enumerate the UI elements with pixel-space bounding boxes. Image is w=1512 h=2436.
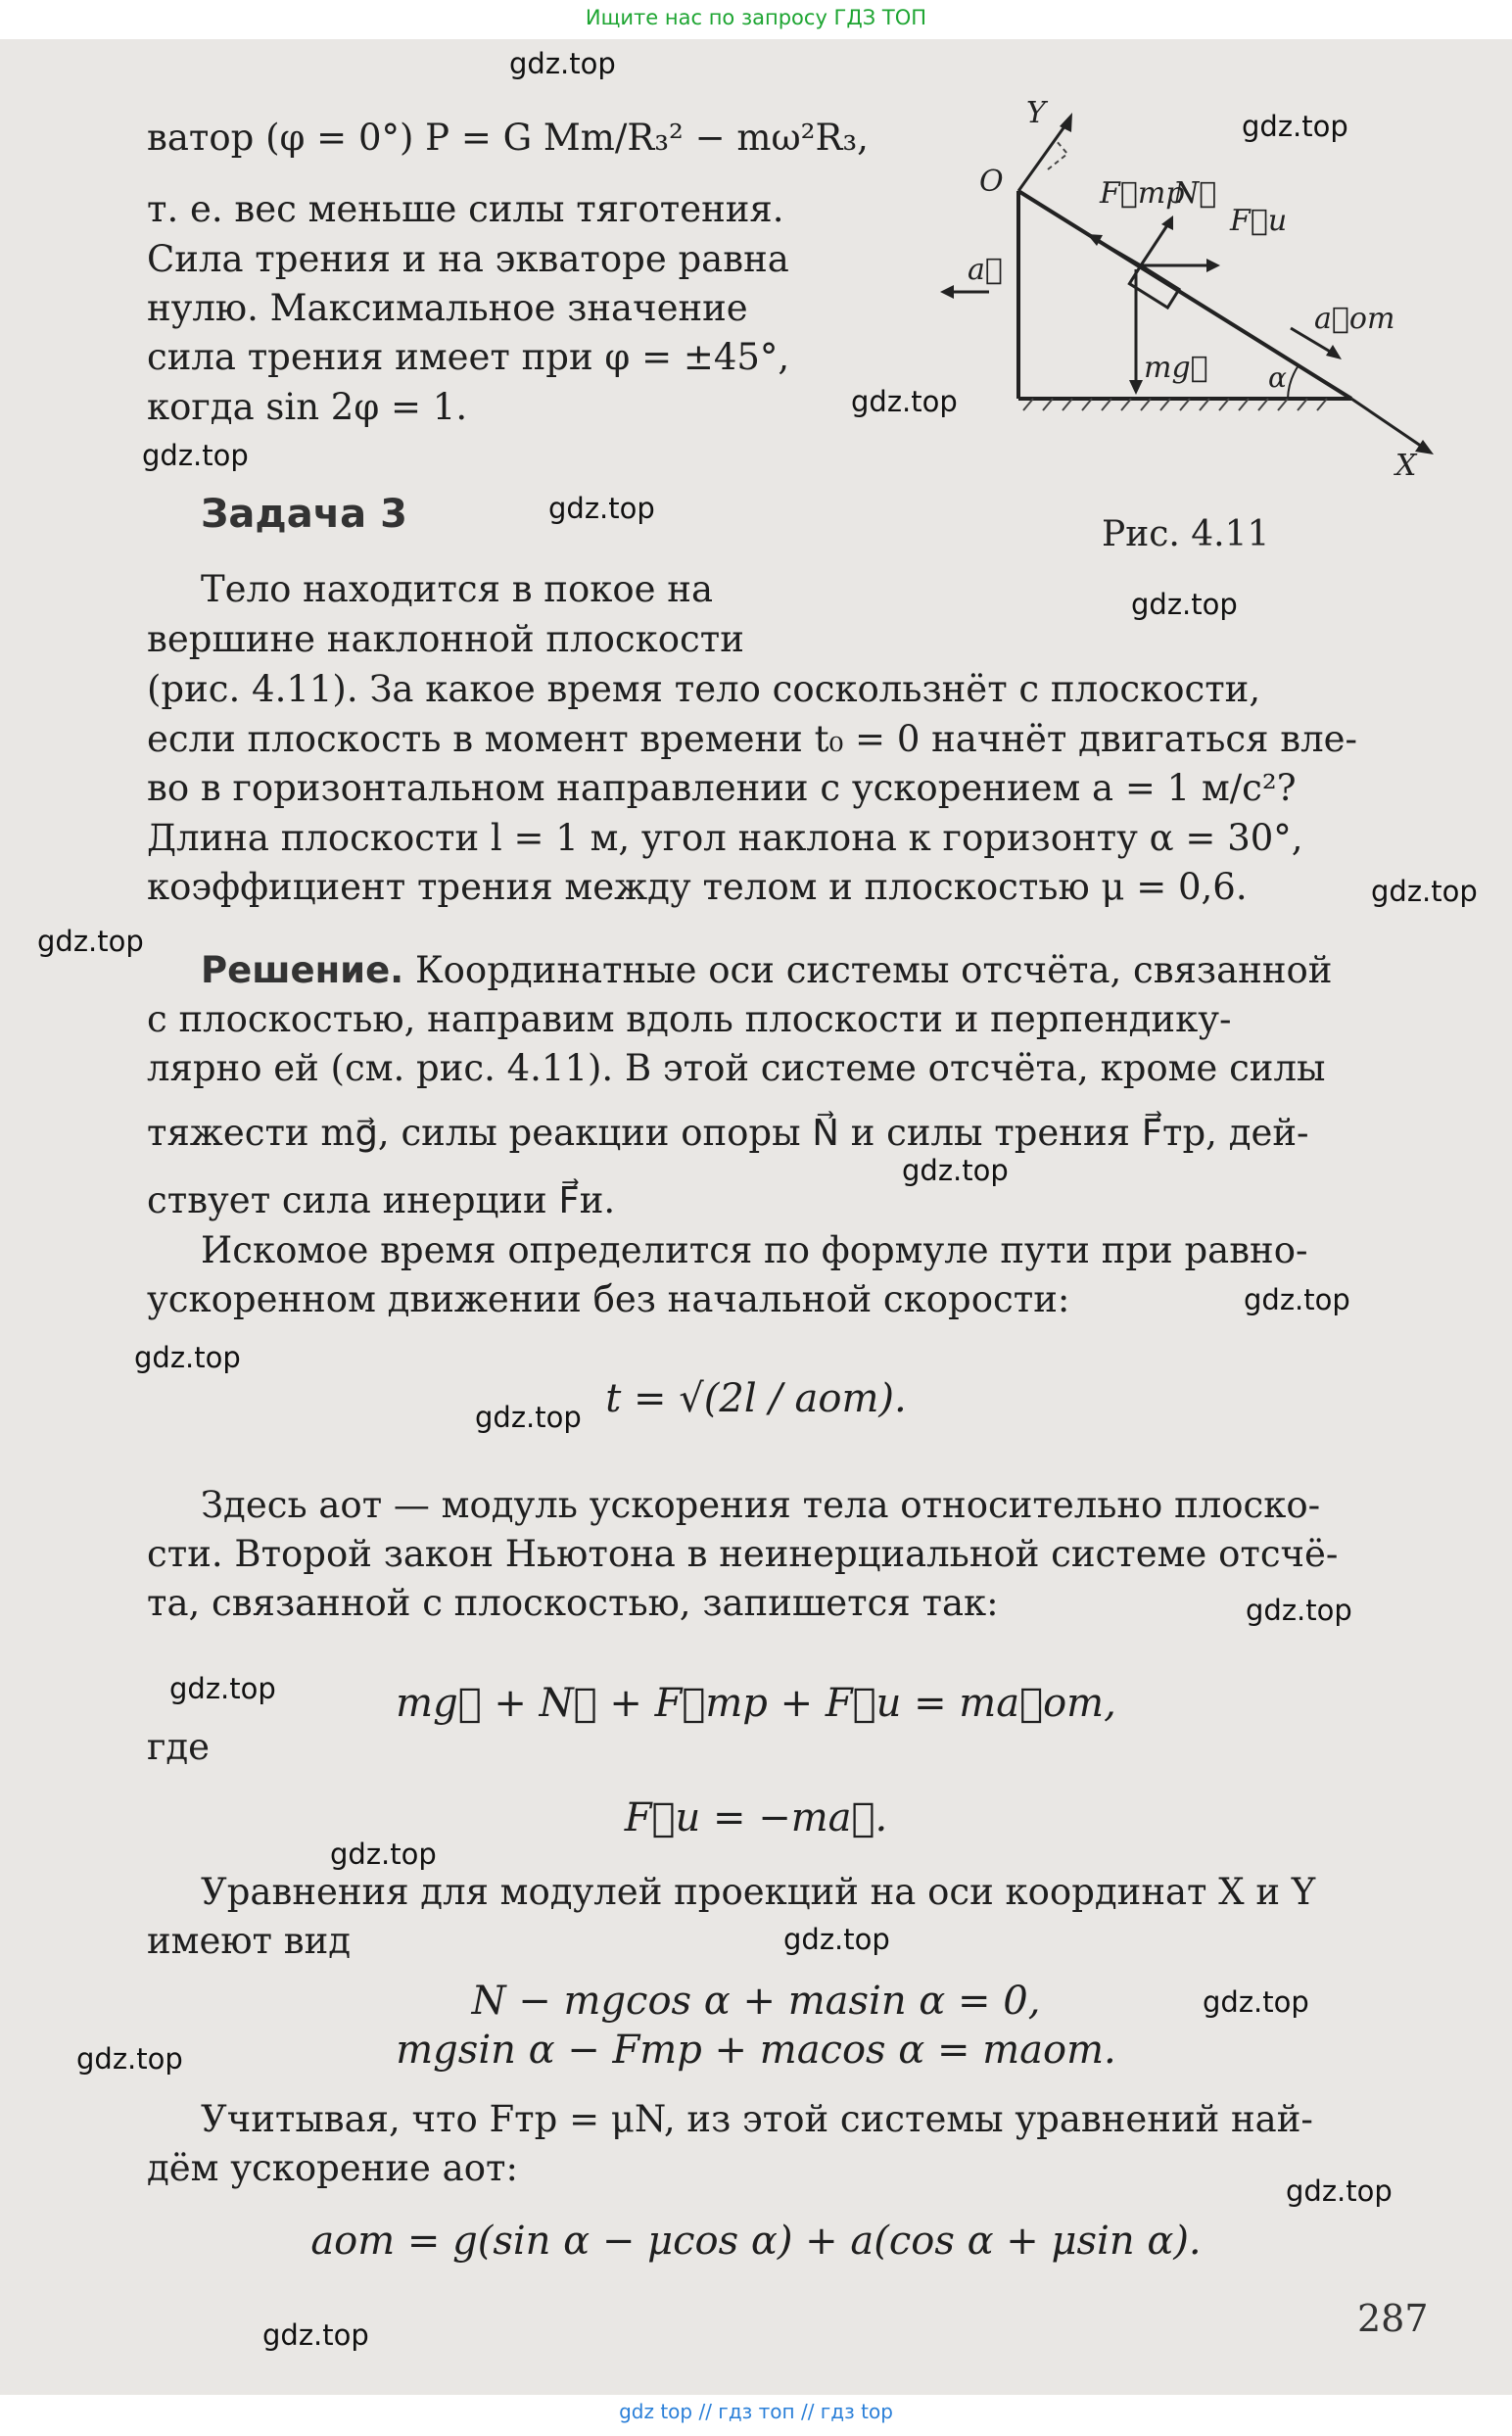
watermark: gdz.top <box>1203 1985 1309 2019</box>
solution-line: ускоренном движении без начальной скорости: <box>147 1278 1070 1320</box>
watermark: gdz.top <box>76 2042 183 2076</box>
normal-label: N⃗ <box>1173 176 1217 211</box>
intro-line: сила трения имеет при φ = ±45°, <box>147 336 790 378</box>
task-line: Длина плоскости l = 1 м, угол наклона к горизонту α = 30°, <box>147 817 1303 859</box>
watermark: gdz.top <box>1131 588 1238 621</box>
watermark: gdz.top <box>851 385 958 418</box>
normal-arrow <box>1141 225 1167 265</box>
task-line: Тело находится в покое на <box>201 568 714 610</box>
task-title: Задача 3 <box>201 492 407 537</box>
solution-line: сти. Второй закон Ньютона в неинерциальной системе отсчё- <box>147 1533 1339 1575</box>
watermark: gdz.top <box>1244 1283 1350 1316</box>
accel-label: a⃗ <box>968 253 1003 287</box>
task-line: коэффициент трения между телом и плоскостью μ = 0,6. <box>147 866 1248 908</box>
intro-line: Сила трения и на экваторе равна <box>147 238 789 280</box>
solution-line: Здесь aот — модуль ускорения тела относительно плоско- <box>201 1484 1321 1526</box>
solution-line: имеют вид <box>147 1920 352 1962</box>
page-number: 287 <box>1357 2297 1429 2340</box>
watermark: gdz.top <box>902 1154 1009 1187</box>
x-axis-arrowhead <box>1415 440 1434 454</box>
watermark: gdz.top <box>169 1672 276 1705</box>
angle-arc <box>1288 365 1299 399</box>
watermark: gdz.top <box>134 1341 241 1374</box>
normal-arrowhead <box>1161 215 1173 230</box>
intro-line: когда sin 2φ = 1. <box>147 386 468 428</box>
rel-accel-arrowhead <box>1326 345 1342 359</box>
x-axis-label: X <box>1395 449 1417 483</box>
solution-line: Искомое время определится по формуле пути при равно- <box>201 1229 1308 1271</box>
intro-line: т. е. вес меньше силы тяготения. <box>147 188 784 230</box>
friction-arrow <box>1097 240 1141 265</box>
watermark: gdz.top <box>1286 2174 1393 2208</box>
bottom-banner[interactable]: gdz top // гдз топ // гдз top <box>619 2400 893 2423</box>
watermark: gdz.top <box>475 1401 582 1434</box>
solution-line: Учитывая, что Fтр = μN, из этой системы уравнений най- <box>201 2098 1313 2140</box>
formula-newton: mg⃗ + N⃗ + F⃗тр + F⃗и = ma⃗от, <box>396 1681 1116 1726</box>
inertia-label: F⃗и <box>1230 204 1288 238</box>
watermark: gdz.top <box>1242 110 1348 143</box>
watermark: gdz.top <box>509 47 616 80</box>
where-word: где <box>147 1726 211 1768</box>
solution-line: лярно ей (см. рис. 4.11). В этой системе отсчёта, кроме силы <box>147 1047 1326 1089</box>
solution-line: та, связанной с плоскостью, запишется так: <box>147 1582 999 1624</box>
solution-line: тяжести mg⃗, силы реакции опоры N⃗ и силы трения F⃗тр, дей- <box>147 1112 1309 1154</box>
solution-line: с плоскостью, направим вдоль плоскости и перпендику- <box>147 998 1232 1040</box>
y-axis-line <box>1018 122 1067 191</box>
figure-4-11 <box>940 93 1449 485</box>
origin-label: O <box>979 165 1004 199</box>
watermark: gdz.top <box>548 492 655 525</box>
top-banner[interactable]: Ищите нас по запросу ГДЗ ТОП <box>585 6 927 29</box>
x-axis-line <box>1351 399 1428 451</box>
solution-line: Уравнения для модулей проекций на оси координат X и Y <box>201 1871 1316 1913</box>
angle-label: α <box>1268 361 1287 394</box>
gravity-arrowhead <box>1129 380 1143 395</box>
friction-label: F⃗тр <box>1100 176 1185 211</box>
solution-label: Решение. <box>201 949 404 991</box>
intro-line: нулю. Максимальное значение <box>147 287 748 329</box>
watermark: gdz.top <box>1246 1594 1352 1627</box>
watermark: gdz.top <box>330 1838 437 1871</box>
task-line: вершине наклонной плоскости <box>147 618 744 660</box>
intro-line: ватор (φ = 0°) P = G Mm/R₃² − mω²R₃, <box>147 117 869 159</box>
watermark: gdz.top <box>783 1923 890 1956</box>
solution-line: дём ускорение aот: <box>147 2147 518 2189</box>
watermark: gdz.top <box>262 2318 369 2352</box>
watermark: gdz.top <box>1371 875 1478 908</box>
solution-first-line: Координатные оси системы отсчёта, связанной <box>403 949 1333 991</box>
task-line: (рис. 4.11). За какое время тело соскользнёт с плоскости, <box>147 668 1261 710</box>
task-line: если плоскость в момент времени t₀ = 0 начнёт двигаться вле- <box>147 718 1357 760</box>
formula-result: aот = g(sin α − μcos α) + a(cos α + μsin α). <box>310 2219 1202 2264</box>
accel-arrowhead <box>940 285 954 299</box>
rel-accel-label: a⃗от <box>1314 302 1395 336</box>
solution-line: ствует сила инерции F⃗и. <box>147 1179 616 1221</box>
formula-system-2: mgsin α − Fтр + macos α = maот. <box>396 2028 1116 2073</box>
formula-system-1: N − mgcos α + masin α = 0, <box>471 1979 1041 2024</box>
inertia-arrowhead <box>1206 259 1220 272</box>
y-axis-label: Y <box>1026 96 1046 130</box>
task-line: во в горизонтальном направлении с ускорением a = 1 м/с²? <box>147 767 1297 809</box>
formula-time: t = √(2l / aот). <box>605 1376 907 1421</box>
watermark: gdz.top <box>37 925 144 958</box>
figure-caption: Рис. 4.11 <box>1102 514 1270 554</box>
formula-inertia: F⃗и = −ma⃗. <box>624 1795 888 1840</box>
gravity-label: mg⃗ <box>1144 351 1208 385</box>
watermark: gdz.top <box>142 439 249 472</box>
solution-line <box>201 949 1333 991</box>
